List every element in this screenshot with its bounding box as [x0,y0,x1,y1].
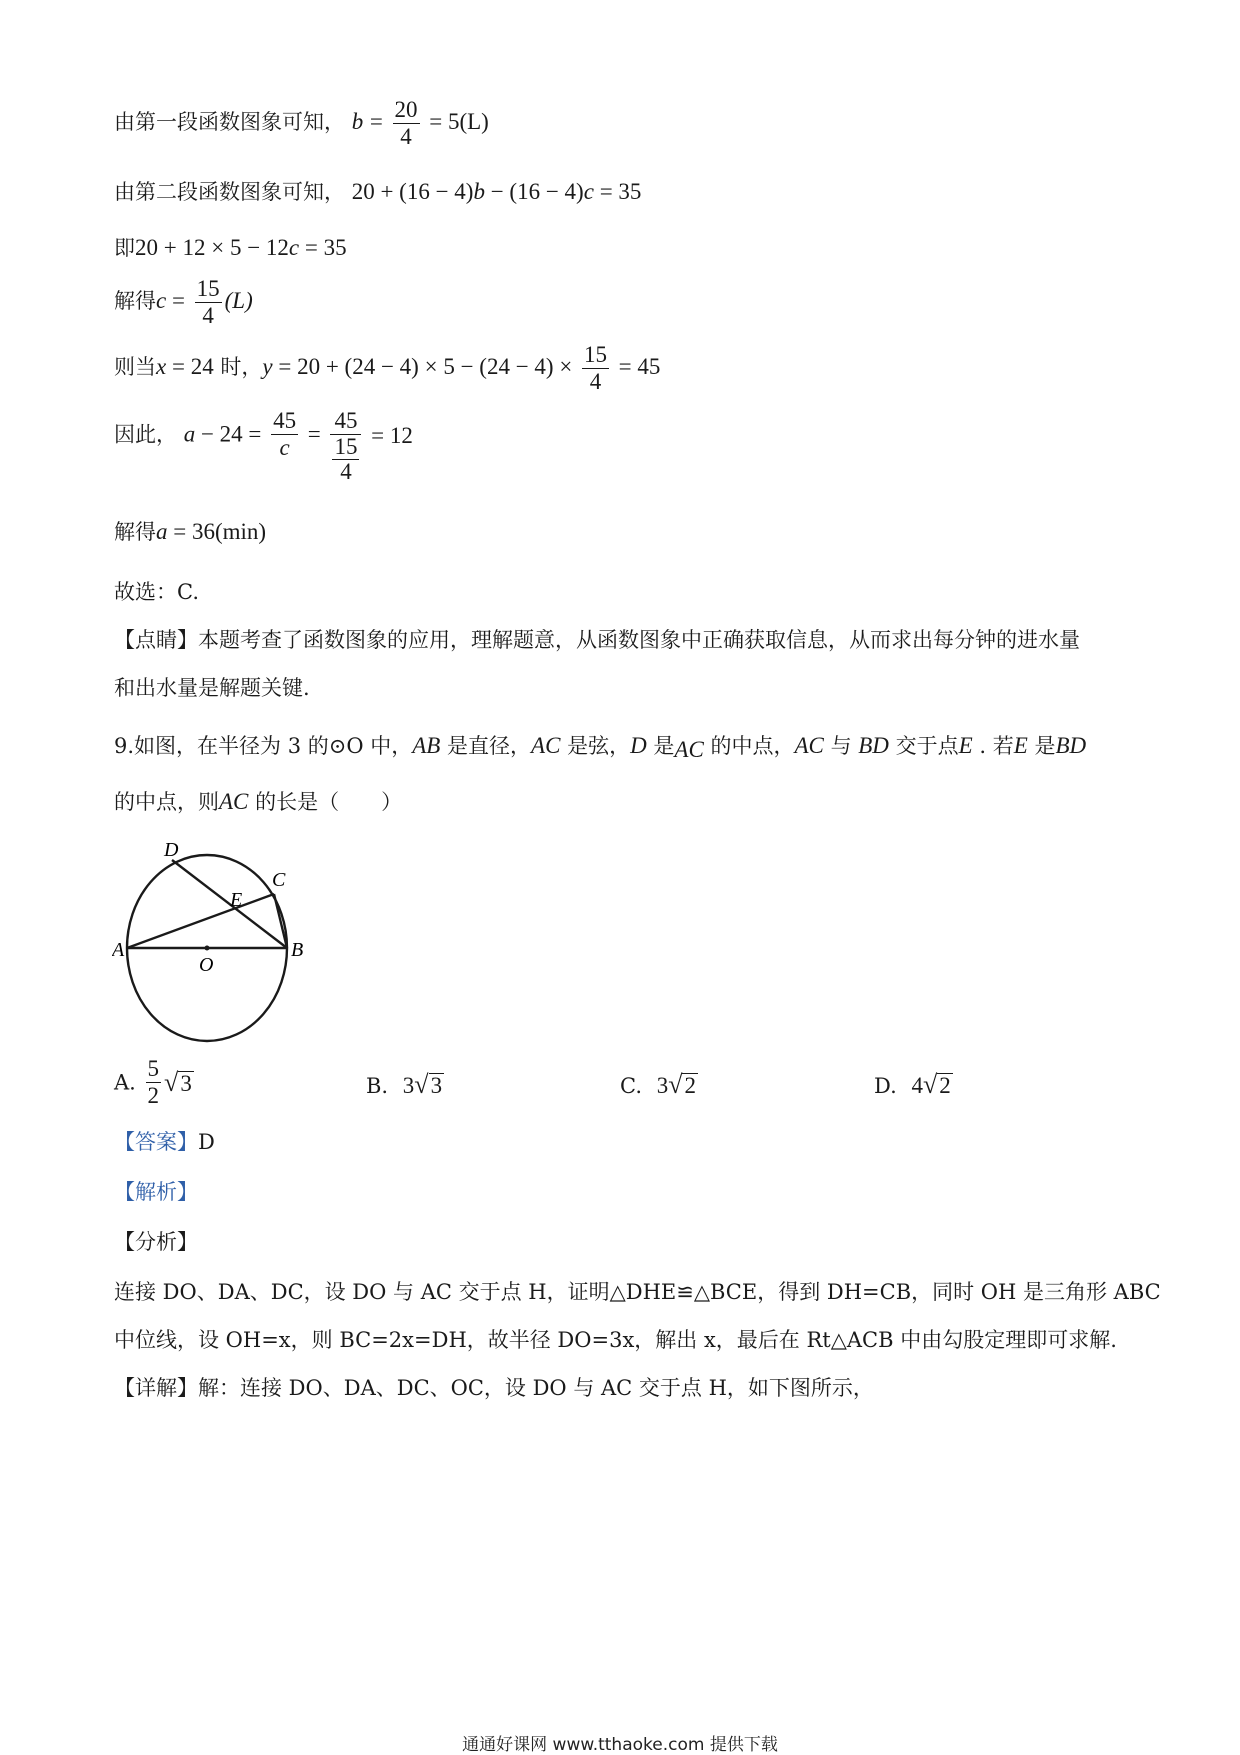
solution-line-2 [114,178,641,206]
expr: = 35 [593,179,642,204]
label-c: C [272,869,286,891]
q-text: 是直径， [440,734,532,758]
option-b[interactable] [366,1070,444,1100]
fraction-numerator: 15 [583,342,607,367]
fraction-numerator: 45 [330,408,361,435]
answer-value: D [198,1130,215,1154]
line-text: 解得 [114,289,156,313]
expr: = 36(min) [167,519,267,544]
detail-text: 【详解】解：连接 DO、DA、DC、OC，设 DO 与 AC 交于点 H，如下图所示， [114,1376,874,1400]
radical-sign: √ [668,1070,683,1099]
expr: 20 + (16 − 4) [351,179,474,204]
detail-line [114,1374,874,1402]
fraction-denominator: 4 [589,369,602,394]
var-x: x [156,354,167,379]
fenxi-heading [114,1228,198,1256]
radicand: 3 [430,1073,443,1098]
option-c[interactable] [620,1070,698,1100]
fraction-denominator: 4 [400,124,412,149]
center-point [205,946,210,951]
var-ab: AB [412,733,441,758]
option-label: C. [620,1074,642,1098]
var-d: D [630,733,647,758]
fraction-numerator: 15 [196,276,220,301]
var-c: c [288,235,300,260]
answer-line [114,1128,215,1156]
fraction [393,97,420,150]
fenxi-tag: 【分析】 [114,1230,198,1254]
fraction [582,342,609,395]
fraction-denominator: c [279,435,290,460]
line-text: 故选：C. [114,580,199,604]
fraction-numerator: 15 [334,434,358,459]
expr: − 24 = [195,421,262,447]
line-text: 则当 [114,355,156,379]
radicand: 3 [180,1070,192,1096]
result: = 12 [371,423,413,448]
label-a: A [112,939,125,961]
fenxi-text: 连接 DO、DA、DC，设 DO 与 AC 交于点 H，证明△DHE≌△BCE，得到 DH=CB，同时 OH 是三角形 ABC [114,1280,1161,1304]
expr: 20 + 12 × 5 − 12 [135,235,289,260]
label-d: D [164,839,179,861]
coefficient: 3 [656,1073,669,1098]
option-a[interactable] [114,1056,194,1109]
q-text: 交于点 [888,734,959,758]
line-text: 【点睛】本题考查了函数图象的应用，理解题意，从函数图象中正确获取信息，从而求出每分钟的进水量 [114,628,1080,652]
var-y: y [262,354,273,379]
expr: = 24 [166,354,214,379]
line-text: 即 [114,236,135,260]
var-a: a [156,519,168,544]
var-c: c [156,288,167,313]
fraction-denominator: 4 [202,303,214,328]
equals: = [369,109,383,134]
equals: = [166,288,185,313]
var-bd: BD [1055,733,1087,758]
analysis-line [114,1178,198,1206]
q-text: 的中点， [703,734,795,758]
option-label: A. [114,1070,136,1095]
q-text: 9.如图，在半径为 3 的⊙O 中， [114,734,413,758]
var-b: b [351,109,364,134]
fraction-numerator: 20 [394,97,418,122]
var-e: E [958,733,973,758]
q-text: . 若 [972,734,1014,758]
expr: − (16 − 4) [484,179,584,204]
inner-fraction [332,435,359,484]
result: = 5(L) [429,109,489,134]
label-o: O [199,954,214,976]
var-c: c [583,179,594,204]
coefficient: 4 [911,1073,923,1098]
fraction-denominator [330,435,361,484]
q-text: 的长是（ ） [248,790,403,814]
question-9-line-2 [114,788,402,816]
circle-geometry-figure [112,836,312,1046]
fraction [195,276,222,329]
fraction [146,1056,162,1109]
question-9-line-1 [114,732,1086,760]
q-text: 是 [646,734,675,758]
expr: = 20 + (24 − 4) × 5 − (24 − 4) × [272,354,573,379]
q-text: 的中点，则 [114,790,219,814]
option-label: D. [874,1074,897,1098]
radical-sign: √ [164,1067,179,1097]
solution-line-6 [114,408,413,484]
option-d[interactable] [874,1070,953,1100]
q-text: 是 [1027,734,1056,758]
var-arc-ac: AC [674,737,704,762]
key-point-line-1 [114,626,1080,654]
solution-line-5 [114,342,660,395]
fraction-numerator: 5 [147,1056,160,1081]
var-ac: AC [794,733,824,758]
radical-sign: √ [922,1070,938,1099]
label-e: E [230,889,243,911]
option-label: B. [366,1074,389,1098]
line-text: 解得 [114,520,156,544]
line-text: 时， [213,355,263,379]
var-bd: BD [858,733,889,758]
solution-line-1 [114,97,489,150]
unit: (L) [224,288,253,313]
line-text: 由第一段函数图象可知， [114,110,345,134]
radical [164,1067,194,1097]
line-text: 和出水量是解题关键. [114,676,310,700]
fraction-denominator: 4 [340,459,352,484]
fraction-numerator: 45 [273,408,297,433]
var-ac: AC [219,789,249,814]
line-text: 因此， [114,422,177,447]
analysis-tag: 【解析】 [114,1180,198,1204]
solution-line-8 [114,578,199,606]
result: = 45 [618,354,661,379]
fenxi-line-2 [114,1326,1117,1354]
q-text: 是弦， [560,734,631,758]
fenxi-text: 中位线，设 OH=x，则 BC=2x=DH，故半径 DO=3x，解出 x，最后在 Rt△ACB 中由勾股定理即可求解. [114,1328,1117,1352]
radicand: 2 [684,1073,696,1098]
fraction-denominator: 2 [147,1083,160,1108]
expr: = 35 [299,235,347,260]
answer-tag: 【答案】 [114,1130,198,1154]
solution-line-7 [114,518,266,546]
solution-line-3 [114,234,347,262]
var-e: E [1013,733,1028,758]
radicand: 2 [939,1073,951,1098]
fraction [271,408,298,461]
equals: = [307,421,321,447]
solution-line-4 [114,276,253,329]
page-footer: 通通好课网 www.tthaoke.com 提供下载 [462,1735,778,1755]
coefficient: 3 [402,1073,415,1098]
label-b: B [291,939,304,961]
q-text: 与 [823,734,859,758]
fenxi-line-1 [114,1278,1161,1306]
var-a: a [183,421,196,447]
nested-fraction [330,408,361,484]
line-text: 由第二段函数图象可知， [114,180,345,204]
var-ac: AC [531,733,561,758]
var-b: b [473,179,485,204]
key-point-line-2 [114,674,310,702]
radical-sign: √ [414,1070,429,1099]
